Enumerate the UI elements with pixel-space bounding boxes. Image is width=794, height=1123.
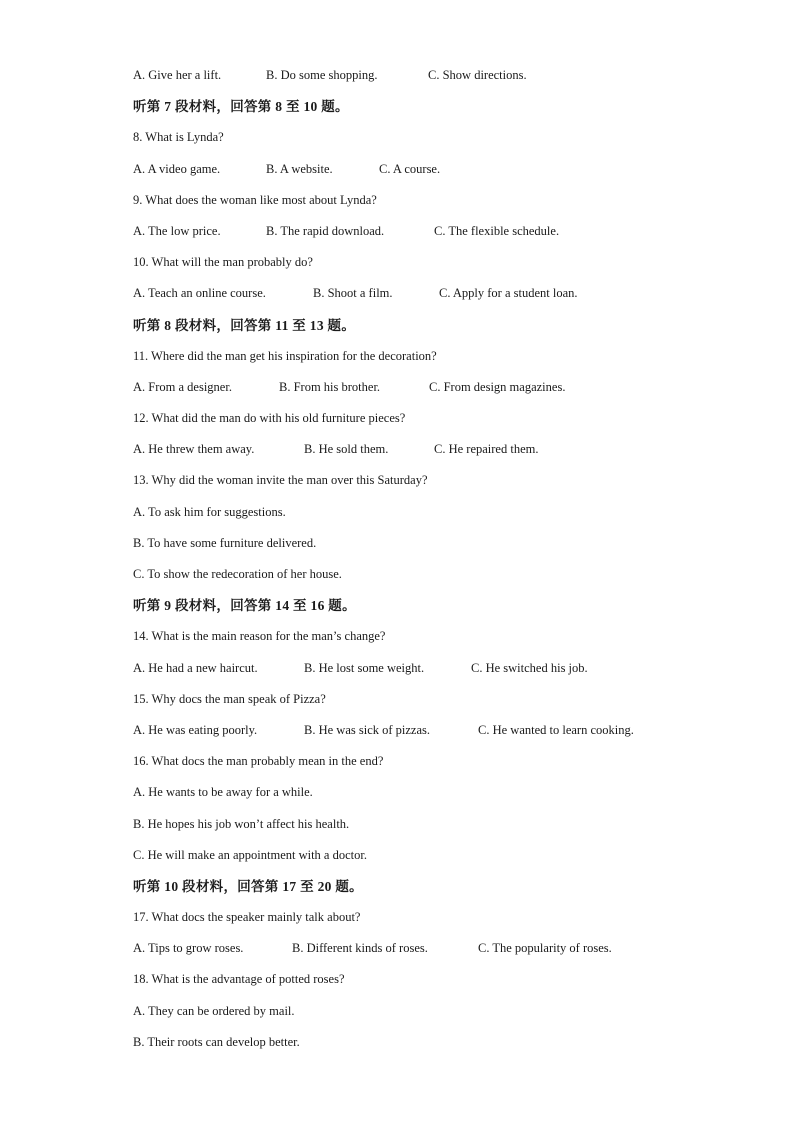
options-row [133,933,753,964]
question-text: 10. What will the man probably do? [133,255,313,270]
question-text: 17. What docs the speaker mainly talk about? [133,910,361,925]
question-text: 12. What did the man do with his old furniture pieces? [133,411,406,426]
option-b: B. Different kinds of roses. [292,941,428,956]
option-b: B. From his brother. [279,379,381,394]
option-c: C. The popularity of roses. [478,941,612,956]
option-c: C. The flexible schedule. [434,223,560,238]
option-c: C. From design magazines. [429,379,566,394]
options-row [133,154,753,185]
options-row [133,278,753,309]
option-a: A. The low price. [133,223,221,238]
option-c: C. He wanted to learn cooking. [478,722,634,737]
option-c: C. He repaired them. [434,442,539,457]
section-heading: 听第 7 段材料，回答第 8 至 10 题。 [133,99,349,115]
options-row [133,715,753,746]
options-row [133,653,753,684]
option-b: B. A website. [266,161,333,176]
section-heading: 听第 9 段材料，回答第 14 至 16 题。 [133,598,356,614]
question-text: 16. What docs the man probably mean in the end? [133,754,384,769]
option-b: B. The rapid download. [266,223,385,238]
answer-option: C. He will make an appointment with a doctor. [133,847,367,862]
option-b: B. Shoot a film. [313,286,393,301]
question-text: 13. Why did the woman invite the man over this Saturday? [133,473,428,488]
option-a: A. Tips to grow roses. [133,941,244,956]
option-a: A. He threw them away. [133,442,255,457]
option-c: C. A course. [379,161,441,176]
options-row [133,60,753,91]
option-a: A. He was eating poorly. [133,722,258,737]
option-b: B. He was sick of pizzas. [304,722,431,737]
question-text: 8. What is Lynda? [133,130,224,145]
option-a: A. From a designer. [133,379,232,394]
answer-option: B. Their roots can develop better. [133,1034,300,1049]
option-b: B. Do some shopping. [266,68,378,82]
section-heading: 听第 8 段材料，回答第 11 至 13 题。 [133,317,356,333]
question-text: 14. What is the main reason for the man’s change? [133,629,386,644]
option-c: C. Show directions. [428,68,527,82]
answer-option: A. To ask him for suggestions. [133,504,286,519]
document-page [133,60,753,1058]
question-text: 15. Why docs the man speak of Pizza? [133,691,326,706]
options-row [133,434,753,465]
option-a: A. Teach an online course. [133,286,266,301]
option-a: A. He had a new haircut. [133,660,258,675]
option-c: C. He switched his job. [471,660,588,675]
option-b: B. He sold them. [304,442,389,457]
question-text: 9. What does the woman like most about Lynda? [133,192,377,207]
option-c: C. Apply for a student loan. [439,286,578,301]
answer-option: B. To have some furniture delivered. [133,535,317,550]
options-row [133,372,753,403]
option-a: A. A video game. [133,161,221,176]
answer-option: A. They can be ordered by mail. [133,1003,295,1018]
answer-option: B. He hopes his job won’t affect his health. [133,816,350,831]
section-heading: 听第 10 段材料，回答第 17 至 20 题。 [133,878,363,894]
question-text: 18. What is the advantage of potted roses? [133,972,345,987]
options-row [133,216,753,247]
question-text: 11. Where did the man get his inspiration for the decoration? [133,348,437,363]
option-a: A. Give her a lift. [133,68,222,82]
answer-option: A. He wants to be away for a while. [133,785,313,800]
option-b: B. He lost some weight. [304,660,425,675]
answer-option: C. To show the redecoration of her house. [133,567,342,581]
